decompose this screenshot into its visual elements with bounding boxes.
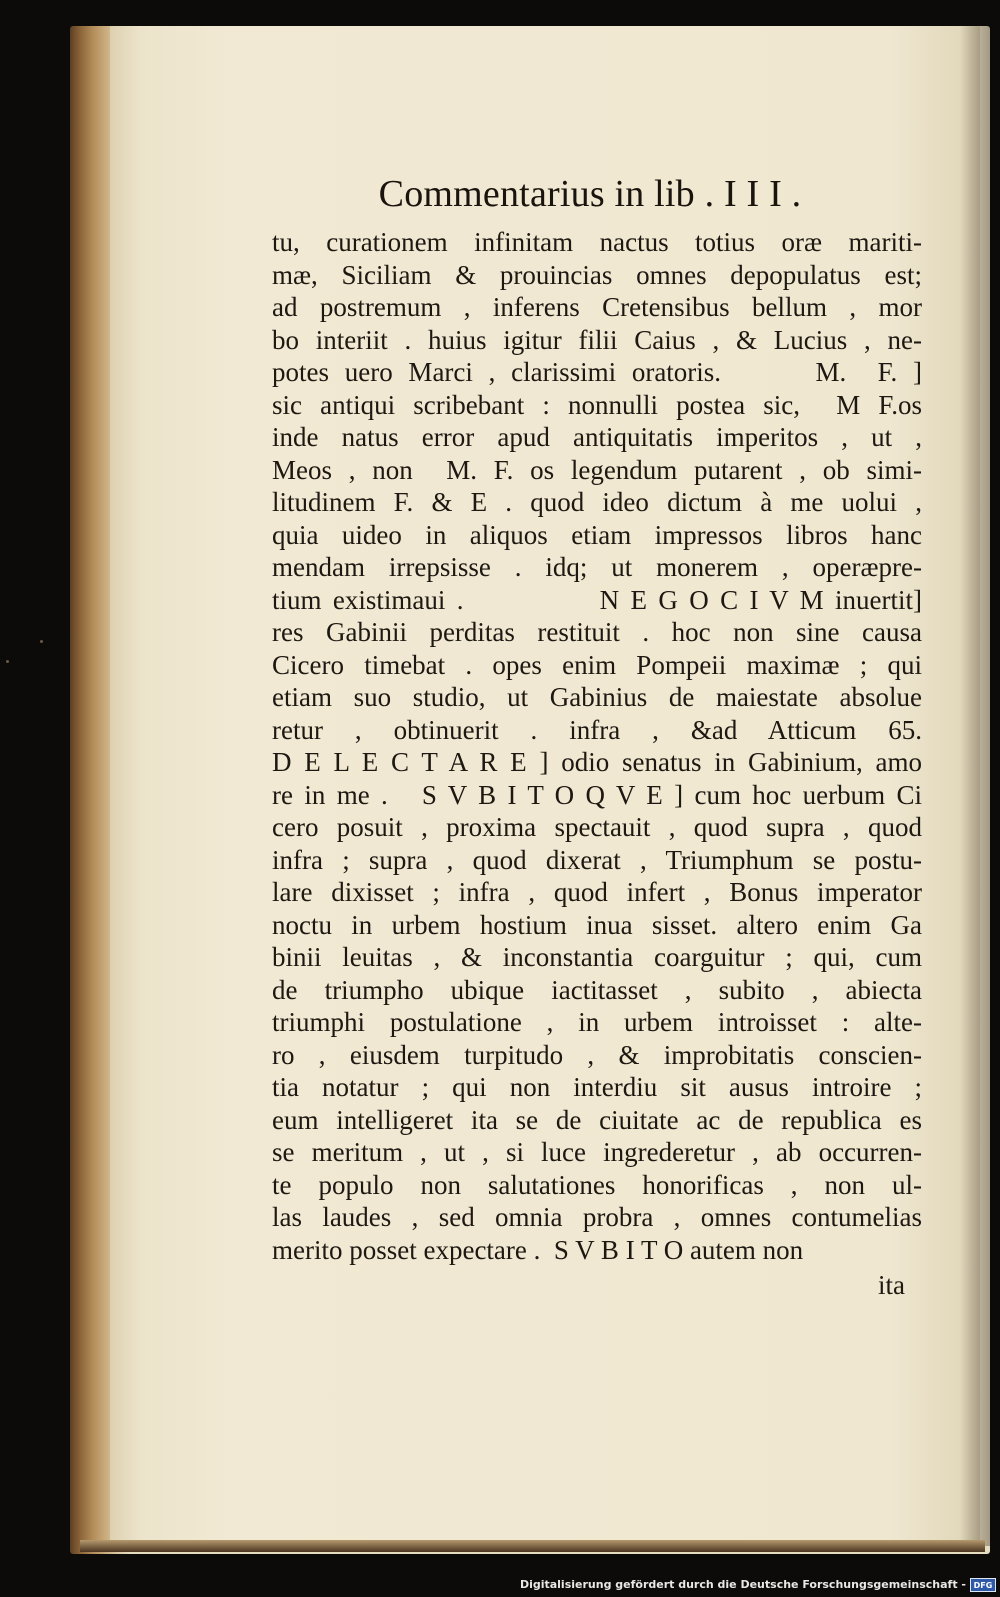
- text-line: binii leuitas , & inconstantia coarguitur ; qui, cum: [272, 942, 922, 972]
- text-line: litudinem F. & E . quod ideo dictum à me uolui ,: [272, 487, 922, 517]
- text-line: tu, curationem infinitam nactus totius oræ mariti-: [272, 227, 922, 257]
- body-text: [272, 226, 922, 1266]
- text-line: inde natus error apud antiquitatis imperitos , ut ,: [272, 422, 922, 452]
- text-line: lare dixisset ; infra , quod infert , Bonus imperator: [272, 877, 922, 907]
- text-line: triumphi postulatione , in urbem introisset : alte-: [272, 1007, 922, 1037]
- footer-credit: Digitalisierung gefördert durch die Deutsche Forschungsgemeinschaft -: [519, 1578, 966, 1591]
- dfg-logo-icon: DFG: [970, 1578, 996, 1592]
- running-head: Commentarius in lib . I I I .: [378, 173, 802, 215]
- text-line: mæ, Siciliam & prouincias omnes depopulatus est;: [272, 259, 922, 290]
- text-line: etiam suo studio, ut Gabinius de maiestate absolue: [272, 682, 922, 712]
- text-line: Meos , non M. F. os legendum putarent , ob simi-: [272, 454, 922, 485]
- text-line: se meritum , ut , si luce ingrederetur , ab occurren-: [272, 1137, 922, 1167]
- text-line: bo interiit . huius igitur filii Caius , & Lucius , ne-: [272, 324, 922, 355]
- text-line: eum intelligeret ita se de ciuitate ac de republica es: [272, 1104, 922, 1135]
- text-line: ro , eiusdem turpitudo , & improbitatis conscien-: [272, 1039, 922, 1070]
- text-line: infra ; supra , quod dixerat , Triumphum se postu-: [272, 844, 922, 875]
- text-line: sic antiqui scribebant : nonnulli postea sic, M F.os: [272, 389, 922, 420]
- book-bottom-edge: [80, 1540, 985, 1552]
- text-line: D E L E C T A R E ] odio senatus in Gabinium, amo: [272, 747, 922, 777]
- text-line: merito posset expectare . S V B I T O autem non: [272, 1234, 804, 1265]
- text-line: quia uideo in aliquos etiam impressos libros hanc: [272, 519, 922, 550]
- scan-speck: [40, 640, 43, 643]
- scan-speck: [6, 660, 9, 663]
- text-line: ad postremum , inferens Cretensibus bellum , mor: [272, 292, 922, 322]
- text-line: res Gabinii perditas restituit . hoc non sine causa: [272, 617, 922, 647]
- text-line: de triumpho ubique iactitasset , subito , abiecta: [272, 974, 922, 1005]
- text-line: potes uero Marci , clarissimi oratoris. M. F. ]: [272, 357, 922, 387]
- text-line: tia notatur ; qui non interdiu sit ausus introire ;: [272, 1072, 922, 1102]
- text-line: retur , obtinuerit . infra , &ad Atticum 65.: [272, 714, 922, 745]
- text-line: noctu in urbem hostium inua sisset. altero enim Ga: [272, 909, 922, 940]
- text-line: las laudes , sed omnia probra , omnes contumelias: [272, 1202, 922, 1232]
- page-shadow: [960, 26, 990, 1546]
- text-line: re in me . S V B I T O Q V E ] cum hoc uerbum Ci: [272, 779, 922, 810]
- text-line: te populo non salutationes honorificas , non ul-: [272, 1169, 922, 1200]
- text-line: cero posuit , proxima spectauit , quod supra , quod: [272, 812, 922, 842]
- text-line: Cicero timebat . opes enim Pompeii maximæ ; qui: [272, 649, 922, 680]
- catchword: ita: [878, 1270, 905, 1300]
- text-line: tium existimaui . N E G O C I V M inuertit]: [272, 584, 922, 615]
- text-line: mendam irrepsisse . idq; ut monerem , operæpre-: [272, 552, 922, 582]
